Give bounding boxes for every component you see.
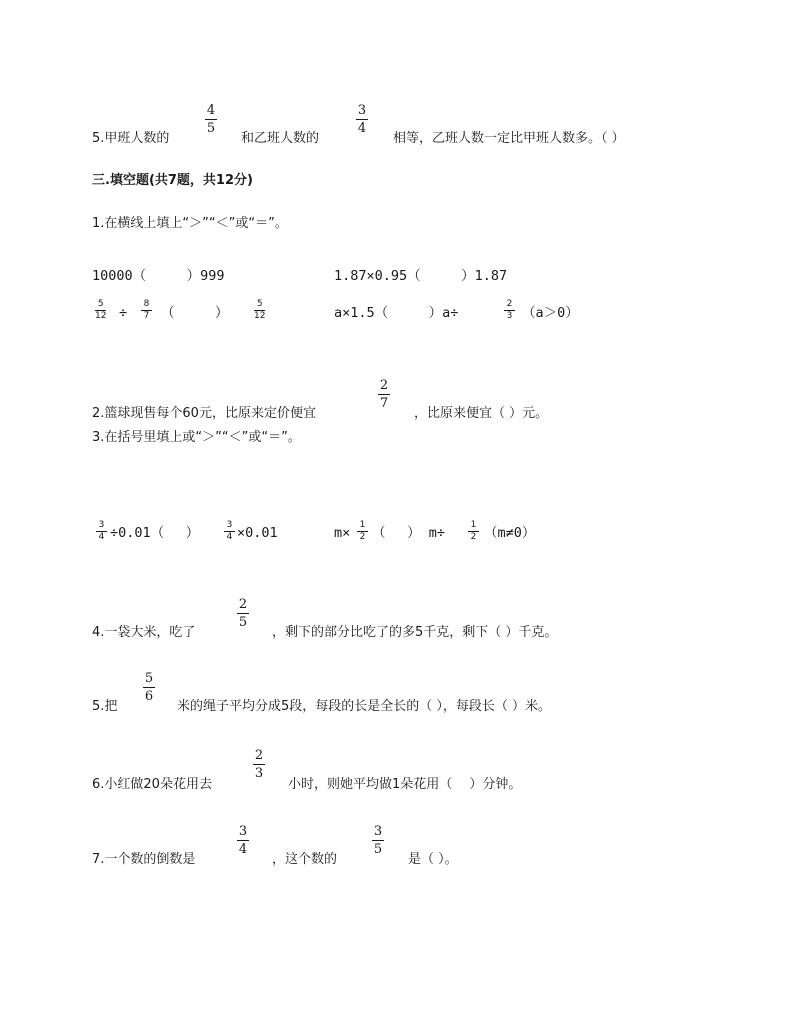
- q1-row2-paren: （ ）: [161, 305, 229, 321]
- q1-row2-right-a: a×1.5（ ）a÷: [334, 305, 459, 321]
- q3-text: 3.在括号里填上或“＞”“＜”或“＝”。: [92, 430, 301, 445]
- q5-text-b: 米的绳子平均分成5段，每段的长是全长的（ ），每段长（ ）米。: [177, 699, 552, 714]
- q5-judge-text-c: 相等，乙班人数一定比甲班人数多。（ ）: [393, 131, 625, 146]
- fraction-2-3: 2 3: [504, 300, 515, 321]
- fraction-3-4-a: 3 4: [96, 521, 107, 542]
- q3-text-t5: （m≠0）: [484, 525, 536, 541]
- q5-text-a: 5.把: [92, 699, 118, 714]
- q1-text: 1.在横线上填上“＞”“＜”或“＝”。: [92, 216, 288, 231]
- fraction-5-6: 5 6: [144, 671, 154, 704]
- fraction-5-12: 5 12: [95, 299, 107, 321]
- q1-row1-left: 10000（ ）999: [92, 268, 225, 284]
- divide-sign: ÷: [119, 305, 128, 321]
- q2-text-b: ，比原来便宜（ ）元。: [414, 406, 549, 421]
- fraction-5-12-b: 5 12: [254, 299, 266, 321]
- q3-text-t3: m×: [334, 525, 351, 541]
- q7-text-c: 是（ ）。: [408, 852, 458, 867]
- fraction-3-4-b: 3 4: [224, 521, 235, 542]
- q7-text-b: ，这个数的: [272, 852, 338, 867]
- fraction-4-5: 4 5: [206, 103, 216, 136]
- q6-text-b: 小时，则她平均做1朵花用（ ）分钟。: [288, 777, 522, 792]
- q5-judge-text-b: 和乙班人数的: [241, 131, 320, 146]
- q6-text-a: 6.小红做20朵花用去: [92, 777, 212, 792]
- q5-judge-text-a: 5.甲班人数的: [92, 131, 170, 146]
- q7-text-a: 7.一个数的倒数是: [92, 852, 196, 867]
- fraction-1-2-b: 1 2: [468, 521, 479, 542]
- section-title: 三.填空题(共7题，共12分): [92, 173, 253, 188]
- fraction-3-4-c: 3 4: [238, 824, 248, 857]
- fraction-2-3-b: 2 3: [254, 748, 264, 781]
- fraction-3-4: 3 4: [357, 103, 367, 136]
- fraction-8-7: 8 7: [141, 300, 152, 321]
- q3-text-t1: ÷0.01（ ）: [110, 525, 200, 541]
- q3-text-t4: （ ） m÷: [372, 525, 446, 541]
- q1-row1-right: 1.87×0.95（ ）1.87: [334, 268, 508, 284]
- fraction-1-2-a: 1 2: [357, 521, 368, 542]
- fraction-3-5: 3 5: [373, 824, 383, 857]
- q1-row2-right-b: （a＞0）: [522, 305, 579, 321]
- fraction-2-7: 2 7: [379, 378, 389, 411]
- q3-text-t2: ×0.01: [237, 525, 278, 541]
- q4-text-a: 4.一袋大米，吃了: [92, 625, 196, 640]
- q4-text-b: ，剩下的部分比吃了的多5千克，剩下（ ）千克。: [272, 625, 558, 640]
- q2-text-a: 2.篮球现售每个60元，比原来定价便宜: [92, 406, 316, 421]
- fraction-2-5: 2 5: [238, 597, 248, 630]
